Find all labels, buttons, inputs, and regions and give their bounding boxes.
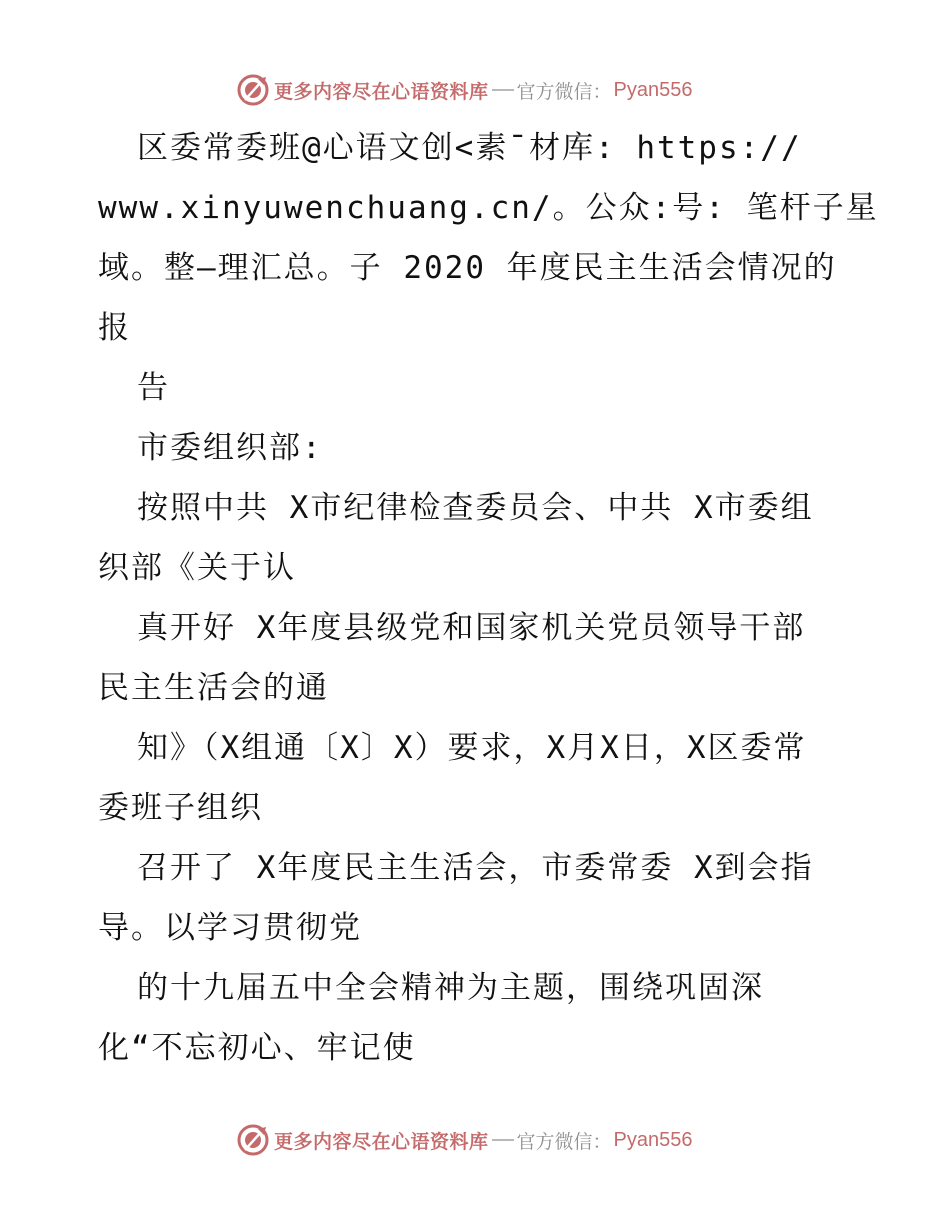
text-line-15: 的十九届五中全会精神为主题，围绕巩固深	[137, 970, 764, 1006]
text-line-9: 真开好 X年度县级党和国家机关党员领导干部	[137, 610, 806, 646]
header-watermark	[236, 72, 693, 108]
text-line-7: 按照中共 X市纪律检查委员会、中共 X市委组	[137, 490, 814, 526]
text-line-13: 召开了 X年度民主生活会，市委常委 X到会指	[137, 850, 814, 886]
text-line-5: 告	[137, 370, 170, 406]
watermark-main-text: 更多内容尽在心语资料库	[274, 1130, 489, 1153]
pen-logo-icon	[236, 73, 270, 107]
text-line-3: 域。整—理汇总。子 2020 年度民主生活会情况的	[98, 250, 837, 286]
watermark-wechat-id: Pyan556	[613, 78, 693, 101]
text-line-10: 民主生活会的通	[98, 670, 329, 706]
watermark-dash	[492, 1139, 514, 1141]
watermark-wechat-label: 官方微信：	[516, 1130, 612, 1153]
text-line-1: 区委常委班@心语文创<素¯材库: https://	[137, 130, 802, 166]
pen-logo-icon	[236, 1123, 270, 1157]
text-line-12: 委班子组织	[98, 790, 263, 826]
text-line-11: 知》（X组通〔X〕X）要求，X月X日，X区委常	[137, 730, 807, 766]
text-line-16: 化“不忘初心、牢记使	[98, 1030, 416, 1066]
text-line-14: 导。以学习贯彻党	[98, 910, 362, 946]
text-line-2: www.xinyuwenchuang.cn/。公众:号: 笔杆子星	[98, 190, 879, 226]
document-body	[98, 118, 879, 1078]
watermark-main-text: 更多内容尽在心语资料库	[274, 80, 489, 103]
footer-watermark	[236, 1122, 693, 1158]
watermark-wechat-id: Pyan556	[613, 1128, 693, 1151]
watermark-dash	[492, 89, 514, 91]
text-line-4: 报	[98, 310, 131, 346]
watermark-wechat-label: 官方微信：	[516, 80, 612, 103]
text-line-8: 织部《关于认	[98, 550, 296, 586]
text-line-6: 市委组织部:	[137, 430, 323, 466]
